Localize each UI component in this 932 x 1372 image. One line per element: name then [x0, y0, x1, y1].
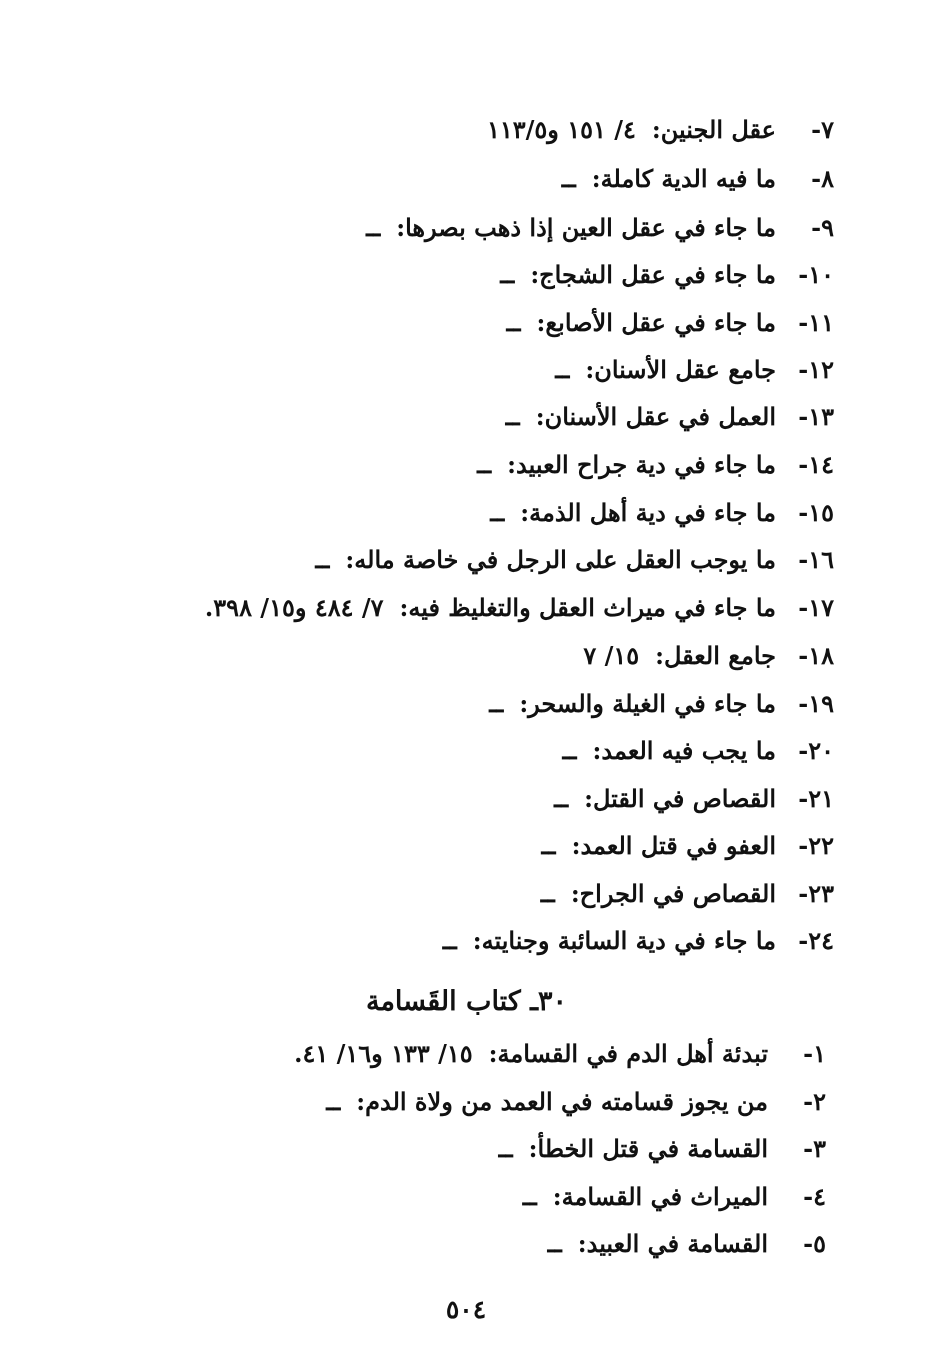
entry-number: ٢٢-	[798, 831, 834, 860]
entry-number: ١٧-	[798, 593, 834, 622]
list-item	[555, 348, 834, 392]
list-item	[562, 157, 834, 201]
entry-title: ما يجب فيه العمد:	[592, 736, 776, 765]
entry-title: ما جاء في عقل الشجاج:	[530, 260, 776, 289]
entry-title: ما يوجب العقل على الرجل في خاصة ماله:	[345, 545, 776, 574]
entry-reference: ــ	[547, 1229, 562, 1258]
list-item	[443, 919, 834, 963]
entry-reference: ــ	[500, 260, 515, 289]
list-item	[366, 206, 834, 250]
entry-reference: ــ	[555, 355, 570, 384]
entry-title: ما جاء في عقل العين إذا ذهب بصرها:	[396, 213, 776, 242]
entry-title: من يجوز قسامته في العمد من ولاة الدم:	[356, 1087, 768, 1116]
entry-title: جامع العقل:	[655, 641, 776, 670]
entry-title: عقل الجنين:	[651, 115, 776, 144]
entry-title: ما جاء في عقل الأصابع:	[536, 308, 776, 337]
entry-number: ٥-	[803, 1229, 826, 1258]
page-number: ٥٠٤	[445, 1295, 487, 1324]
entry-reference: ــ	[554, 784, 569, 813]
entry-title: العمل في عقل الأسنان:	[535, 402, 776, 431]
entry-number: ٧-	[811, 115, 834, 144]
entry-number: ١٤-	[798, 450, 834, 479]
entry-reference: ــ	[522, 1182, 537, 1211]
entry-number: ٩-	[811, 213, 834, 242]
entry-reference: ــ	[366, 213, 381, 242]
entry-number: ٨-	[811, 164, 834, 193]
entry-number: ١-	[803, 1039, 826, 1068]
entry-number: ١٣-	[798, 402, 834, 431]
entry-reference: ــ	[540, 879, 555, 908]
list-item	[554, 777, 834, 821]
entry-reference: ٧/ ٤٨٤ و١٥/ ٣٩٨.	[204, 593, 384, 622]
list-item	[205, 586, 834, 630]
entry-reference: ــ	[490, 498, 505, 527]
list-item	[294, 1032, 826, 1076]
entry-number: ٢-	[803, 1087, 826, 1116]
entry-reference: ــ	[489, 689, 504, 718]
entry-title: العفو في قتل العمد:	[571, 831, 776, 860]
entry-title: تبدئة أهل الدم في القسامة:	[488, 1039, 768, 1068]
entry-number: ٤-	[803, 1182, 826, 1211]
list-item	[506, 301, 834, 345]
entry-number: ١٥-	[798, 498, 834, 527]
entry-title: ما جاء في ميراث العقل والتغليظ فيه:	[399, 593, 776, 622]
entry-number: ١٨-	[798, 641, 834, 670]
entry-reference: ــ	[442, 926, 457, 955]
entry-reference: ــ	[498, 1134, 513, 1163]
entry-title: الميراث في القسامة:	[552, 1182, 768, 1211]
entry-number: ٢٣-	[798, 879, 834, 908]
entry-number: ١٩-	[798, 689, 834, 718]
section-heading: ٣٠ـ كتاب القَسامة	[365, 986, 567, 1017]
entry-reference: ١٥/ ١٣٣ و١٦/ ٤١.	[294, 1039, 473, 1068]
list-item	[326, 1080, 826, 1124]
list-item	[542, 824, 834, 868]
entry-reference: ــ	[506, 308, 521, 337]
entry-title: ما جاء في دية أهل الذمة:	[520, 498, 776, 527]
list-item	[490, 491, 834, 535]
list-item	[499, 1127, 826, 1171]
list-item	[487, 108, 834, 152]
entry-title: جامع عقل الأسنان:	[585, 355, 776, 384]
entry-number: ١١-	[798, 308, 834, 337]
entry-reference: ــ	[477, 450, 492, 479]
list-item	[506, 395, 834, 439]
list-item	[548, 1222, 826, 1266]
entry-title: القسامة في العبيد:	[577, 1229, 768, 1258]
entry-number: ٢١-	[798, 784, 834, 813]
entry-reference: ــ	[541, 831, 556, 860]
list-item	[583, 634, 834, 678]
entry-number: ٢٠-	[798, 736, 834, 765]
entry-title: ما فيه الدية كاملة:	[591, 164, 776, 193]
list-item	[562, 729, 834, 773]
list-item	[523, 1175, 826, 1219]
entry-reference: ــ	[561, 164, 576, 193]
entry-number: ١٦-	[798, 545, 834, 574]
entry-reference: ٤/ ١٥١ و١١٣/٥	[486, 115, 636, 144]
entry-title: القسامة في قتل الخطأ:	[528, 1134, 768, 1163]
entry-title: القصاص في القتل:	[584, 784, 776, 813]
list-item	[489, 682, 834, 726]
list-item	[500, 253, 834, 297]
entry-number: ٢٤-	[798, 926, 834, 955]
entry-reference: ــ	[315, 545, 330, 574]
entry-number: ٣-	[803, 1134, 826, 1163]
entry-reference: ــ	[326, 1087, 341, 1116]
entry-title: ما جاء في دية جراح العبيد:	[507, 450, 776, 479]
entry-title: القصاص في الجراح:	[570, 879, 776, 908]
entry-reference: ١٥/ ٧	[583, 641, 640, 670]
entry-number: ١٠-	[798, 260, 834, 289]
list-item	[541, 872, 834, 916]
list-item	[477, 443, 834, 487]
entry-title: ما جاء في الغيلة والسحر:	[519, 689, 776, 718]
entry-number: ١٢-	[798, 355, 834, 384]
list-item	[315, 538, 834, 582]
entry-reference: ــ	[505, 402, 520, 431]
entry-title: ما جاء في دية السائبة وجنايته:	[472, 926, 776, 955]
entry-reference: ــ	[562, 736, 577, 765]
